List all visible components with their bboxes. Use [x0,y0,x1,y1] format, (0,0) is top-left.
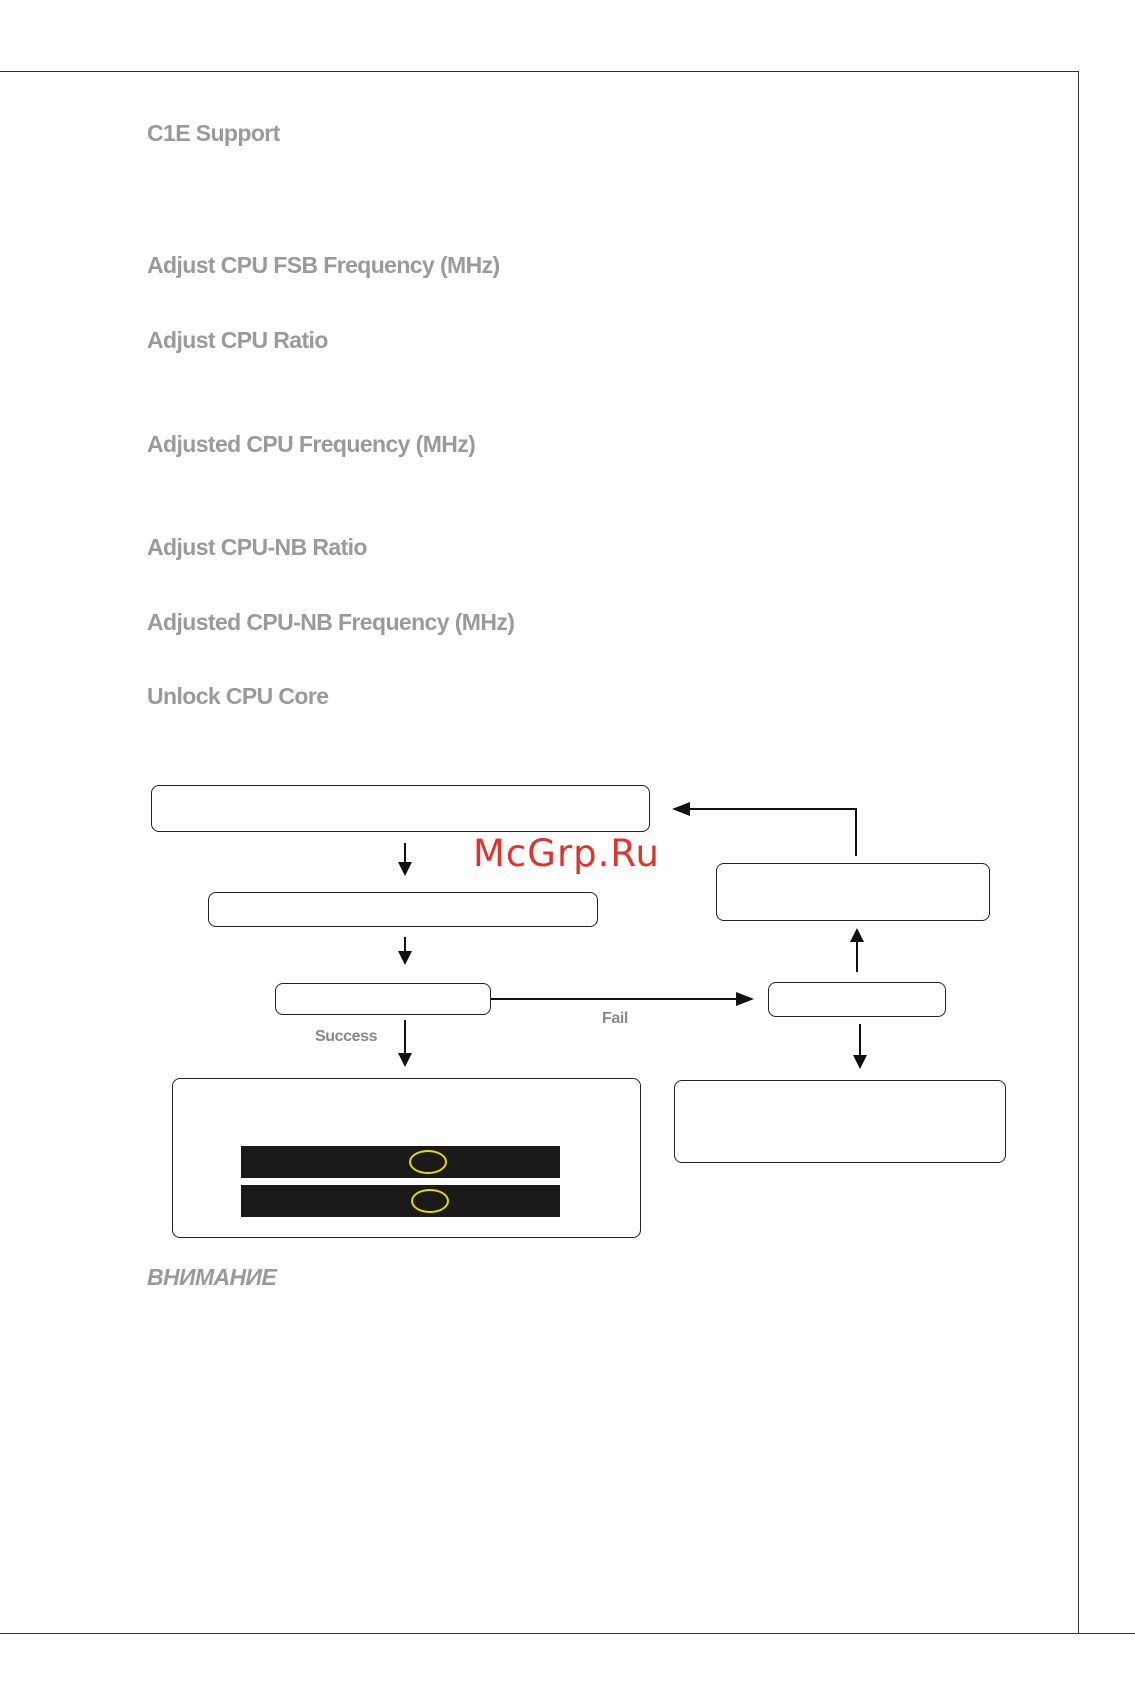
heading-unlock-cpu-core: Unlock CPU Core [147,683,329,709]
flow-box-top-left [151,785,650,832]
heading-c1e-support: C1E Support [147,120,280,146]
watermark-logo: McGrp.Ru [473,832,660,875]
heading-adjust-cpu-fsb-frequency: Adjust CPU FSB Frequency (MHz) [147,252,500,278]
page-frame-right-line [1078,71,1079,1633]
flow-line-fail-down [859,1024,861,1056]
heading-adjust-cpu-nb-ratio: Adjust CPU-NB Ratio [147,534,367,560]
flow-box-test [275,983,491,1015]
flow-line-success-down [404,1020,406,1054]
flow-box-right-upper [716,863,990,921]
flow-line-loop-up [855,808,857,856]
flow-line-loop-left [689,808,857,810]
heading-adjust-cpu-ratio: Adjust CPU Ratio [147,327,328,353]
flow-arrow-fail-down [853,1055,867,1069]
flow-arrow-success-down [398,1053,412,1067]
flow-arrow-fail-right [736,992,754,1006]
highlight-ring-1 [409,1150,447,1174]
flow-box-fail-result [674,1080,1006,1163]
flow-line-up [856,940,858,972]
heading-adjusted-cpu-nb-frequency: Adjusted CPU-NB Frequency (MHz) [147,609,515,635]
heading-adjusted-cpu-frequency: Adjusted CPU Frequency (MHz) [147,431,476,457]
flow-line-down-1 [404,843,406,863]
flow-arrow-down-1 [398,862,412,876]
page-frame-top-line [0,71,1078,72]
flow-arrow-loop-left [672,802,690,816]
flow-line-fail-right [491,998,736,1000]
flow-label-success: Success [315,1028,378,1045]
flow-box-second [208,892,598,927]
cpu-info-bar-1 [241,1146,560,1178]
page-frame-bottom-line [0,1633,1135,1634]
flow-line-down-2 [404,937,406,951]
flow-label-fail: Fail [602,1010,628,1027]
heading-attention: ВНИМАНИЕ [147,1264,277,1290]
flow-arrow-down-2 [398,951,412,965]
flow-box-fail-check [768,982,946,1017]
flow-arrow-up [850,928,864,942]
highlight-ring-2 [411,1189,449,1213]
cpu-info-bar-2 [241,1185,560,1217]
